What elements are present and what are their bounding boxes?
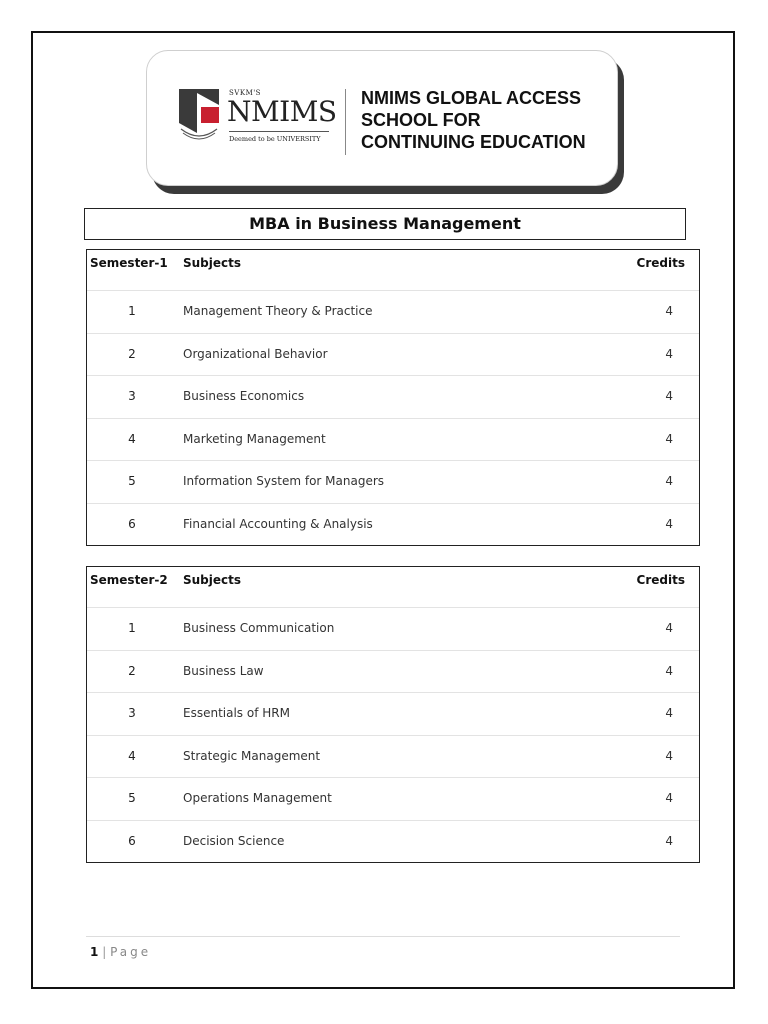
table-row — [87, 651, 699, 694]
row-number: 6 — [128, 516, 136, 531]
semester-header: Semester-2 — [90, 573, 168, 587]
school-name: NMIMS GLOBAL ACCESS SCHOOL FOR CONTINUING EDUCATION — [361, 88, 586, 152]
row-number: 5 — [128, 474, 136, 488]
row-credits: 4 — [665, 304, 673, 318]
table-row — [87, 376, 699, 419]
row-subject: Decision Science — [183, 833, 285, 848]
row-subject: Essentials of HRM — [183, 706, 290, 720]
table-row — [87, 419, 699, 462]
page-number: 1 — [90, 945, 99, 959]
row-number: 2 — [128, 663, 136, 678]
row-number: 2 — [128, 346, 136, 361]
semester-2-table — [86, 566, 700, 863]
table-header-row — [87, 567, 699, 608]
row-credits: 4 — [665, 748, 673, 763]
row-credits: 4 — [665, 346, 673, 361]
logo-divider — [345, 89, 346, 155]
table-row — [87, 778, 699, 821]
credits-header: Credits — [636, 256, 685, 270]
credits-header: Credits — [636, 573, 685, 587]
row-credits: 4 — [665, 621, 673, 635]
row-subject: Management Theory & Practice — [183, 304, 373, 318]
logo-wordmark: NMIMS — [227, 95, 337, 128]
subjects-header: Subjects — [183, 256, 242, 270]
row-number: 4 — [128, 431, 136, 446]
row-number: 1 — [128, 621, 136, 635]
row-number: 5 — [128, 791, 136, 805]
footer-separator: | — [102, 945, 107, 959]
table-header-row — [87, 250, 699, 291]
page-footer — [90, 945, 151, 959]
row-subject: Operations Management — [183, 791, 332, 805]
table-row — [87, 334, 699, 377]
logo-prefix: SVKM'S — [229, 89, 261, 97]
table-row — [87, 608, 699, 651]
row-credits: 4 — [665, 516, 673, 531]
logo-rule — [229, 131, 329, 132]
row-credits: 4 — [665, 791, 673, 805]
row-number: 1 — [128, 304, 136, 318]
row-subject: Business Law — [183, 663, 264, 678]
row-subject: Marketing Management — [183, 431, 326, 446]
table-row — [87, 821, 699, 864]
table-row — [87, 693, 699, 736]
semester-header: Semester-1 — [90, 256, 168, 270]
program-title: MBA in Business Management — [84, 208, 686, 240]
row-subject: Organizational Behavior — [183, 346, 328, 361]
row-credits: 4 — [665, 431, 673, 446]
table-row — [87, 736, 699, 779]
row-credits: 4 — [665, 833, 673, 848]
table-row — [87, 291, 699, 334]
row-number: 3 — [128, 706, 136, 720]
table-row — [87, 461, 699, 504]
row-subject: Information System for Managers — [183, 474, 385, 488]
row-subject: Financial Accounting & Analysis — [183, 516, 373, 531]
row-number: 4 — [128, 748, 136, 763]
nmims-shield-icon — [179, 89, 219, 143]
page-label: Page — [110, 945, 152, 959]
header-banner — [146, 50, 618, 186]
semester-1-table — [86, 249, 700, 546]
logo-tagline: Deemed to be UNIVERSITY — [229, 135, 321, 143]
row-credits: 4 — [665, 474, 673, 488]
table-row — [87, 504, 699, 547]
row-credits: 4 — [665, 389, 673, 403]
row-subject: Business Economics — [183, 389, 305, 403]
footer-rule — [86, 936, 680, 937]
row-number: 6 — [128, 833, 136, 848]
row-credits: 4 — [665, 663, 673, 678]
subjects-header: Subjects — [183, 573, 242, 587]
row-subject: Business Communication — [183, 621, 335, 635]
row-credits: 4 — [665, 706, 673, 720]
row-number: 3 — [128, 389, 136, 403]
row-subject: Strategic Management — [183, 748, 321, 763]
